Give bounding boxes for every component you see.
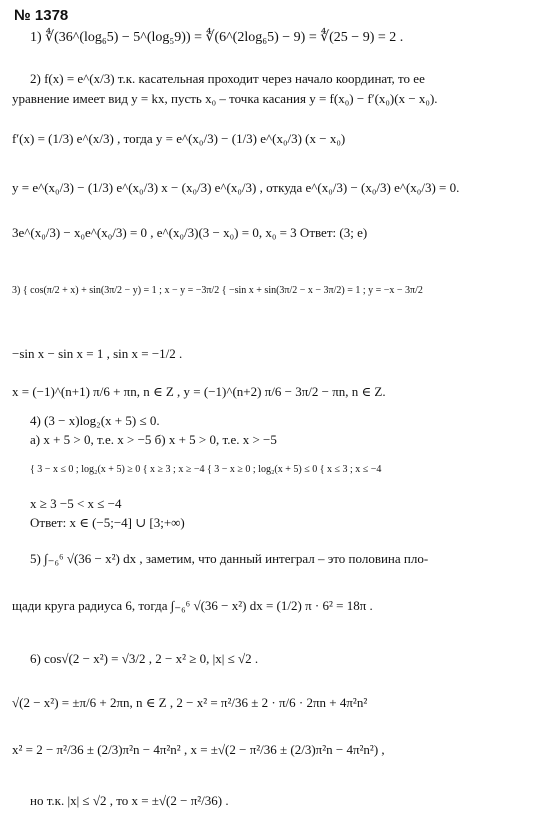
solution-line-20: но т.к. |x| ≤ √2 , то x = ±√(2 − π²/36) . — [30, 793, 229, 808]
solution-line-14: Ответ: x ∈ (−5;−4] ∪ [3;+∞) — [30, 515, 185, 530]
solution-line-13: x ≥ 3 −5 < x ≤ −4 — [30, 496, 122, 511]
solution-line-9: x = (−1)^(n+1) π/6 + πn, n ∈ Z , y = (−1)^(n+2) π/6 − 3π/2 − πn, n ∈ Z. — [12, 384, 386, 399]
solution-line-7: 3) { cos(π/2 + x) + sin(3π/2 − y) = 1 ; x − y = −3π/2 { −sin x + sin(3π/2 − x − 3π/2) = 1 ; y = −x − 3π/2 — [12, 285, 423, 296]
solution-line-8: −sin x − sin x = 1 , sin x = −1/2 . — [12, 346, 183, 361]
solution-line-6: 3e^(x₀/3) − x₀e^(x₀/3) = 0 , e^(x₀/3)(3 − x₀) = 0, x₀ = 3 Ответ: (3; e) — [12, 225, 368, 240]
solution-line-2: 2) f(x) = e^(x/3) т.к. касательная проходит через начало координат, то ее — [30, 71, 425, 86]
solution-line-4: f′(x) = (1/3) e^(x/3) , тогда y = e^(x₀/3) − (1/3) e^(x₀/3) (x − x₀) — [12, 131, 346, 146]
solution-line-16: щади круга радиуса 6, тогда ∫₋₆⁶ √(36 − x²) dx = (1/2) π · 6² = 18π . — [12, 598, 373, 613]
solution-line-18: √(2 − x²) = ±π/6 + 2πn, n ∈ Z , 2 − x² = π²/36 ± 2 · π/6 · 2πn + 4π²n² — [12, 695, 368, 710]
solution-line-3: уравнение имеет вид y = kx, пусть x₀ – точка касания y = f(x₀) − f′(x₀)(x − x₀). — [12, 91, 438, 106]
solution-line-17: 6) cos√(2 − x²) = √3/2 , 2 − x² ≥ 0, |x| ≤ √2 . — [30, 651, 259, 666]
solution-line-15: 5) ∫₋₆⁶ √(36 − x²) dx , заметим, что данный интеграл – это половина пло- — [30, 551, 429, 566]
solution-line-12: { 3 − x ≤ 0 ; log₂(x + 5) ≥ 0 { x ≥ 3 ; x ≥ −4 { 3 − x ≥ 0 ; log₂(x + 5) ≤ 0 { x ≤ 3 ; x ≤ −4 — [30, 464, 382, 475]
solution-line-1: 1) ∜(36^(log₆5) − 5^(log₅9)) = ∜(6^(2log₆5) − 9) = ∜(25 − 9) = 2 . — [30, 30, 404, 45]
solution-line-11: а) x + 5 > 0, т.е. x > −5 б) x + 5 > 0, т.е. x > −5 — [30, 432, 277, 447]
problem-number: № 1378 — [14, 7, 69, 24]
solution-line-19: x² = 2 − π²/36 ± (2/3)π²n − 4π²n² , x = ±√(2 − π²/36 ± (2/3)π²n − 4π²n²) , — [12, 742, 385, 757]
solution-line-5: y = e^(x₀/3) − (1/3) e^(x₀/3) x − (x₀/3) e^(x₀/3) , откуда e^(x₀/3) − (x₀/3) e^(x₀/3) = 0. — [12, 180, 460, 195]
solution-line-10: 4) (3 − x)log₂(x + 5) ≤ 0. — [30, 413, 160, 428]
